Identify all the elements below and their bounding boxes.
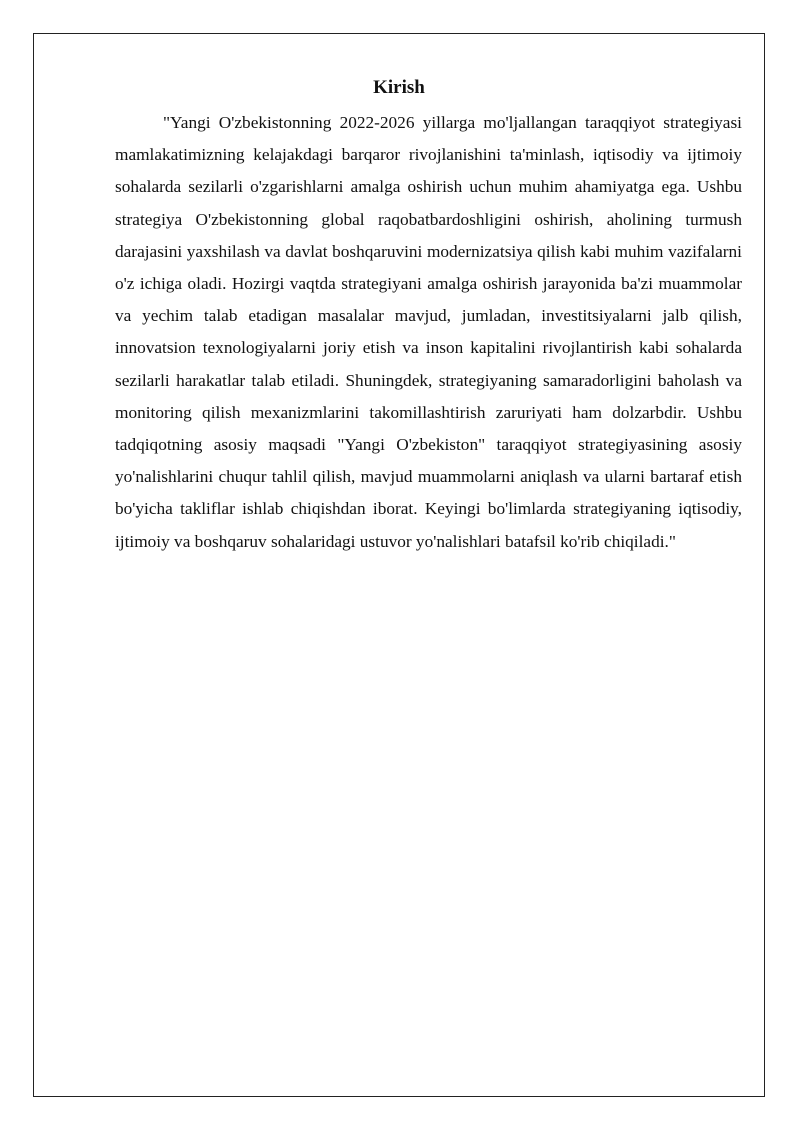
section-title: Kirish bbox=[373, 77, 425, 98]
body-paragraph: "Yangi O'zbekistonning 2022-2026 yillarga mo'ljallangan taraqqiyot strategiyasi mamlakatimizning kelajakdagi barqaror rivojlanishini ta'minlash, iqtisodiy va ijtimoiy sohalarda sezilarli o'zgarishlarni amalga oshirish uchun muhim ahamiyatga ega. Ushbu strategiya O'zbekistonning global raqobatbardoshligini oshirish, aholining turmush darajasini yaxshilash va davlat boshqaruvini modernizatsiya qilish kabi muhim vazifalarni o'z ichiga oladi. Hozirgi vaqtda strategiyani amalga oshirish jarayonida ba'zi muammolar va yechim talab etadigan masalalar mavjud, jumladan, investitsiyalarni jalb qilish, innovatsion texnologiyalarni joriy etish va inson kapitalini rivojlantirish kabi sohalarda sezilarli harakatlar talab etiladi. Shuningdek, strategiyaning samaradorligini baholash va monitoring qilish mexanizmlarini takomillashtirish zaruriyati ham dolzarbdir. Ushbu tadqiqotning asosiy maqsadi "Yangi O'zbekiston" taraqqiyot strategiyasining asosiy yo'nalishlarini chuqur tahlil qilish, mavjud muammolarni aniqlash va ularni bartaraf etish bo'yicha takliflar ishlab chiqishdan iborat. Keyingi bo'limlarda strategiyaning iqtisodiy, ijtimoiy va boshqaruv sohalaridagi ustuvor yo'nalishlari batafsil ko'rib chiqiladi." bbox=[115, 113, 742, 551]
